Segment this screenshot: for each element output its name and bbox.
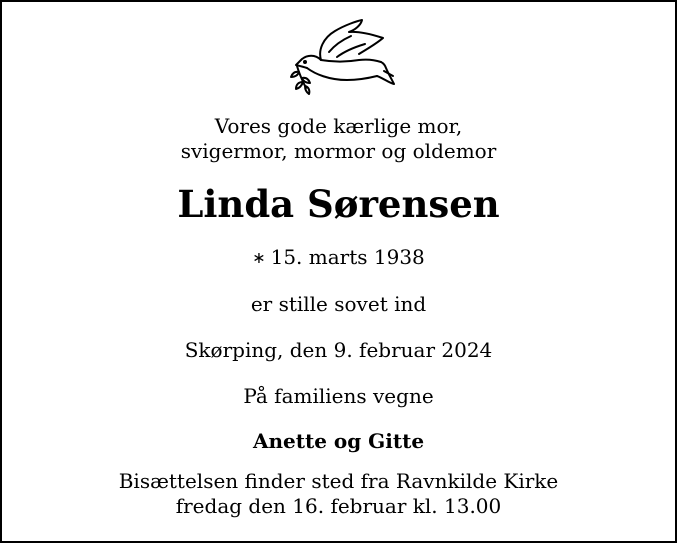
intro-text [2,114,675,164]
dove-icon [285,16,397,96]
on-behalf-of-family: På familiens vegne [243,384,434,408]
place-and-date: Skørping, den 9. februar 2024 [184,338,493,362]
intro-line: svigermor, mormor og oldemor [180,139,497,163]
deceased-name: Linda Sørensen [177,182,500,226]
funeral-line: fredag den 16. februar kl. 13.00 [175,494,502,518]
birth-asterisk-icon: ∗ [252,248,266,267]
funeral-line: Bisættelsen finder sted fra Ravnkilde Kirke [118,469,559,493]
birth-date: 15. marts 1938 [270,245,425,269]
passed-away-text: er stille sovet ind [250,292,427,316]
funeral-info [2,469,675,519]
signatories: Anette og Gitte [252,429,425,453]
birth-line [2,243,675,273]
intro-line: Vores gode kærlige mor, [214,114,463,138]
